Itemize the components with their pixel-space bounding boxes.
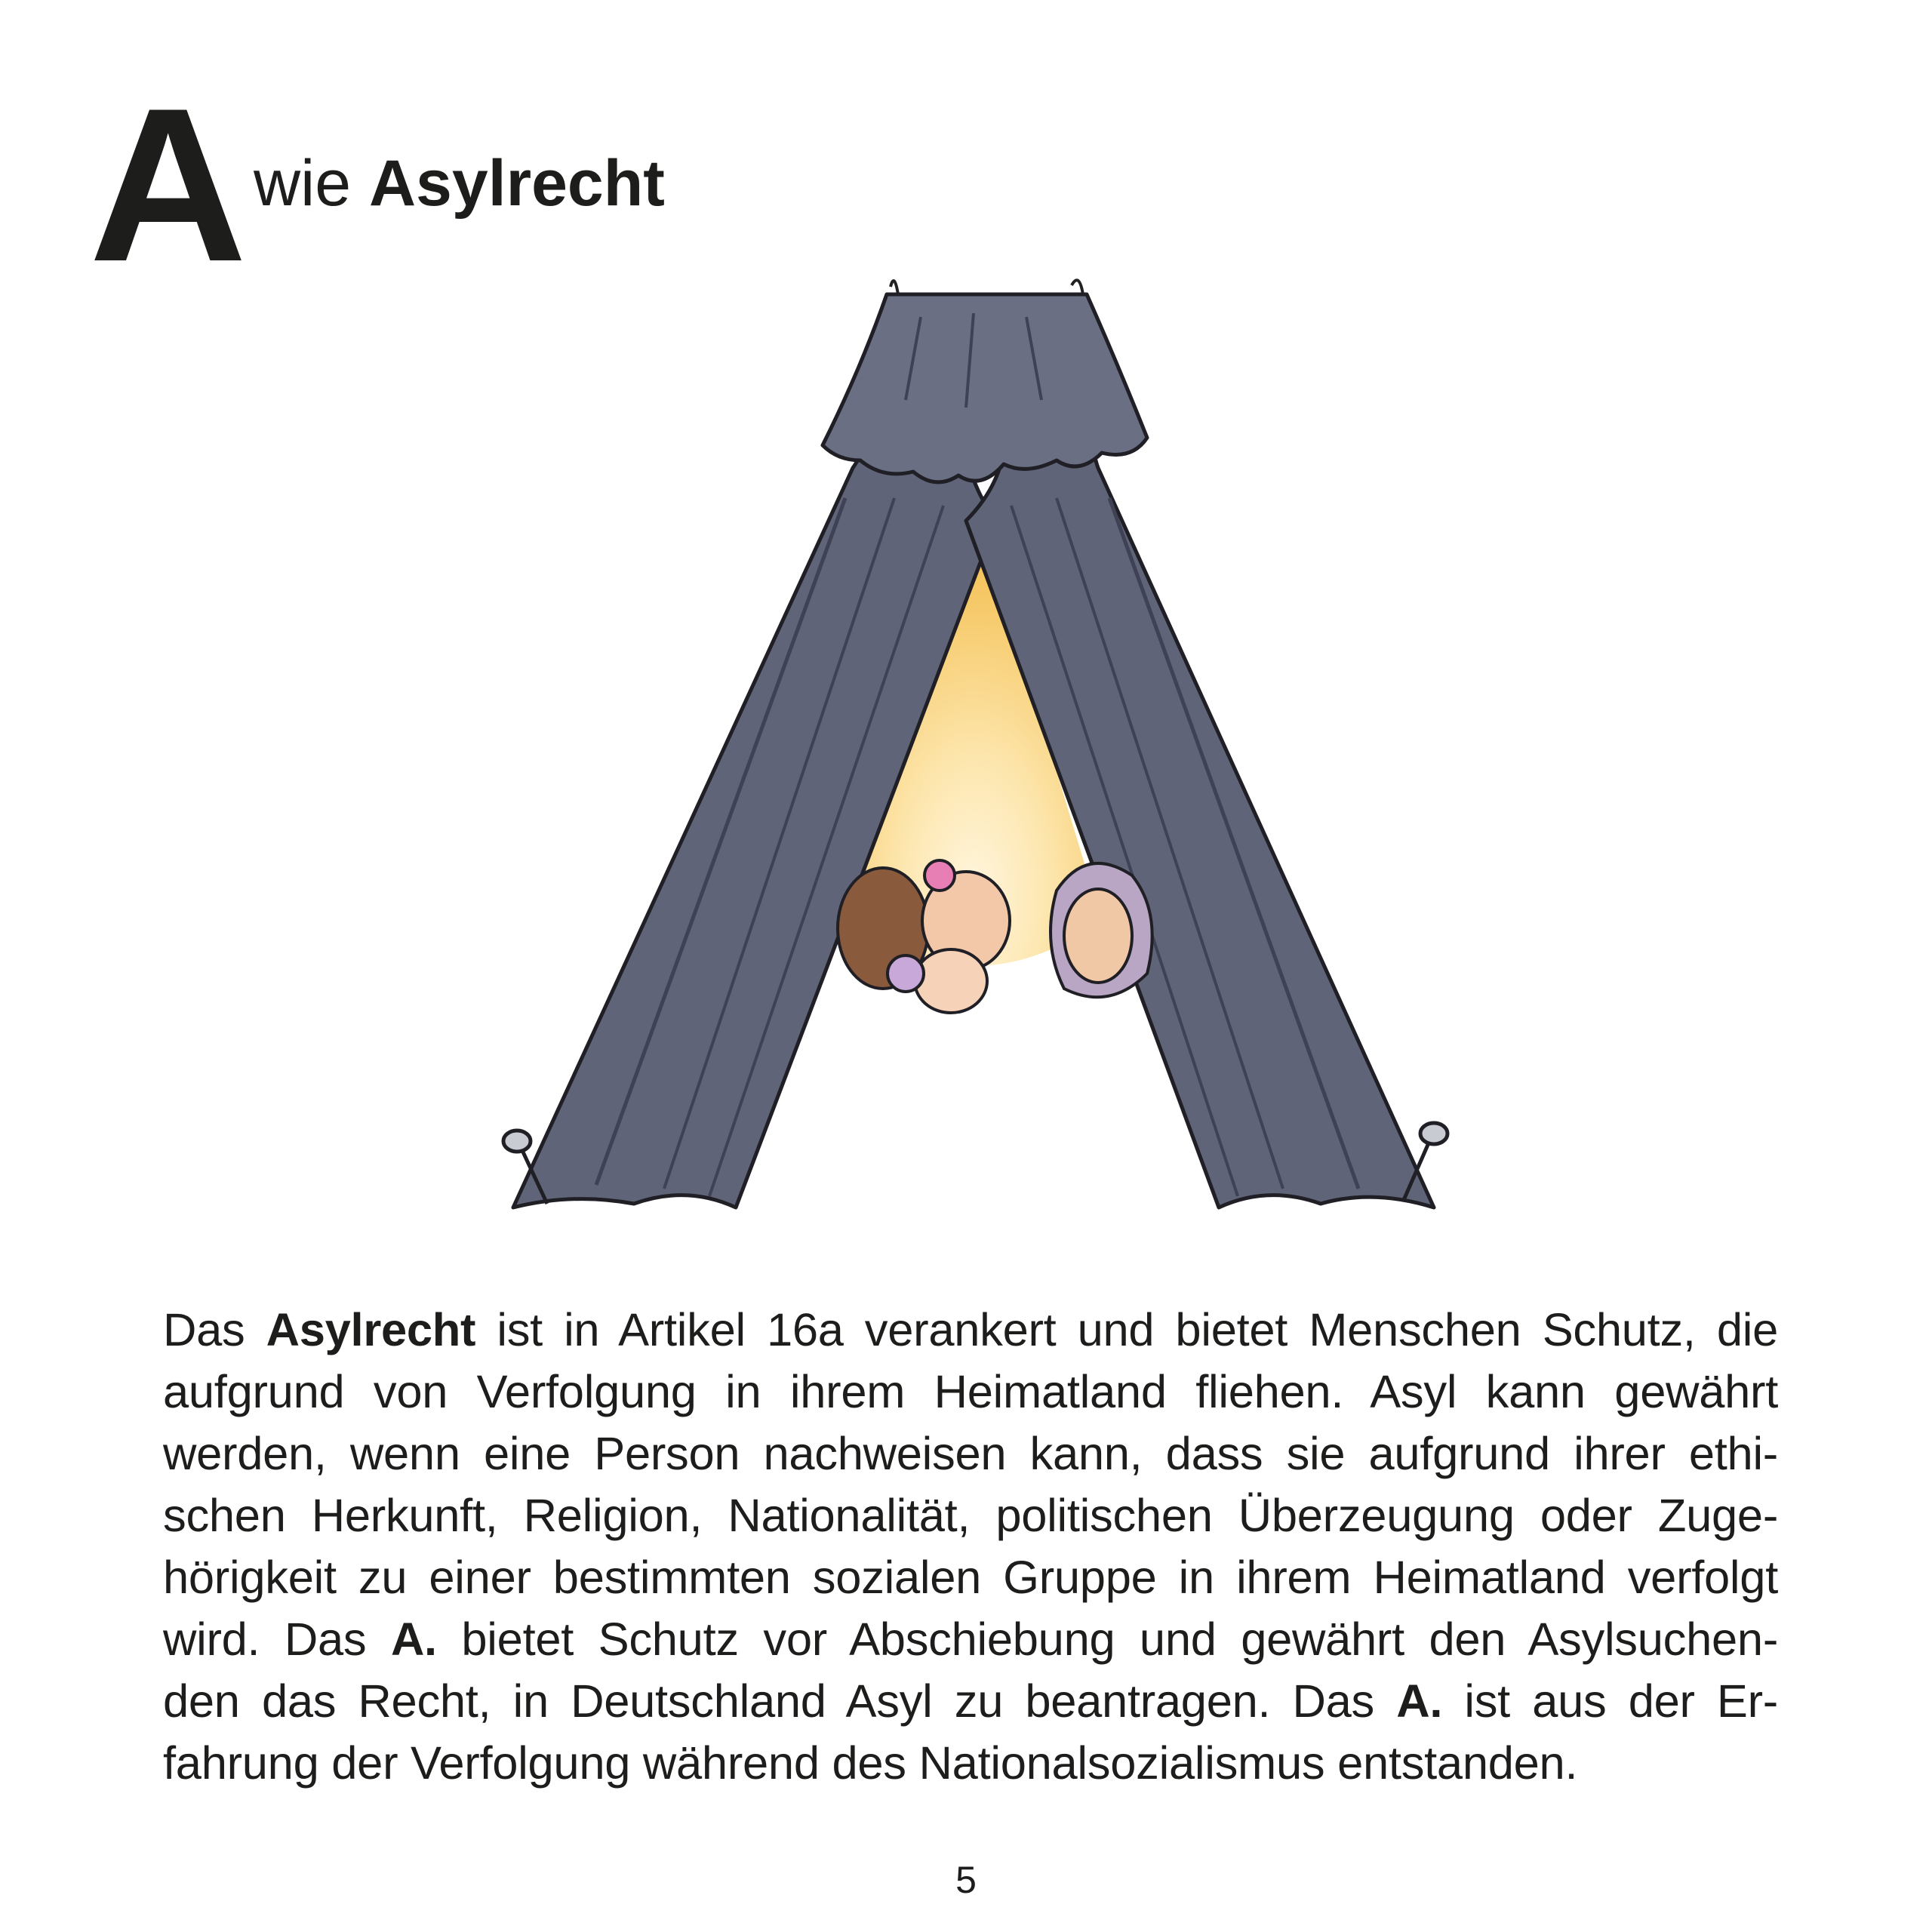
bold-term: A. [390,1614,437,1666]
body-paragraph [163,1300,1778,1795]
body-line: hörigkeit zu einer bestimmten sozialen Gruppe in ihrem Heimatland verfolgt [163,1552,1778,1604]
body-line: Das Asylrecht ist in Artikel 16a verankert und bietet Menschen Schutz, die [163,1304,1778,1356]
body-line: wird. Das A. bietet Schutz vor Abschiebung und gewährt den Asylsuchen- [163,1614,1779,1666]
body-line: aufgrund von Verfolgung in ihrem Heimatland fliehen. Asyl kann gewährt [163,1366,1778,1418]
body-line: werden, wenn eine Person nachweisen kann, dass sie aufgrund ihrer ethi- [163,1428,1778,1480]
body-line: fahrung der Verfolgung während des Nationalsozialismus entstanden. [163,1737,1578,1789]
bold-term: Asylrecht [266,1304,476,1356]
page-number: 5 [955,1859,977,1901]
curtain-tent-letter-a-icon [483,272,1464,1268]
page-title [254,147,665,220]
body-line: den das Recht, in Deutschland Asyl zu beantragen. Das A. ist aus der Er- [163,1675,1778,1727]
body-line: schen Herkunft, Religion, Nationalität, politischen Überzeugung oder Zuge- [163,1490,1778,1542]
title-prefix: wie [254,147,352,220]
curtain-tent-illustration [483,272,1464,1268]
title-keyword: Asylrecht [368,147,665,220]
bold-term: A. [1396,1675,1443,1727]
initial-letter: A [89,63,240,307]
